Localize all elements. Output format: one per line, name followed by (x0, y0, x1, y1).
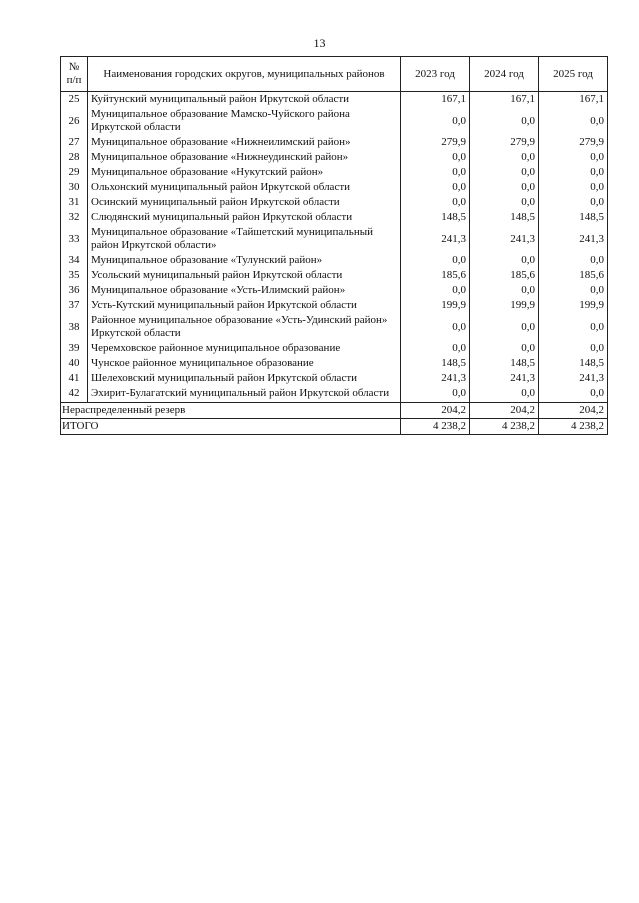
table-row (61, 356, 608, 371)
row-name: Слюдянский муниципальный район Иркутской области (88, 210, 401, 225)
row-value-2023: 148,5 (401, 210, 470, 225)
row-value-2024: 241,3 (470, 371, 539, 386)
row-value-2025: 0,0 (539, 283, 608, 298)
row-value-2025: 185,6 (539, 268, 608, 283)
row-value-2024: 0,0 (470, 150, 539, 165)
table-row (61, 298, 608, 313)
row-value-2024: 199,9 (470, 298, 539, 313)
row-value-2025: 199,9 (539, 298, 608, 313)
row-name: Районное муниципальное образование «Усть-Удинский район» Иркутской области (88, 313, 401, 341)
row-value-2023: 241,3 (401, 225, 470, 253)
table-row (61, 107, 608, 135)
row-value-2024: 279,9 (470, 135, 539, 150)
row-name: Муниципальное образование «Нижнеудинский район» (88, 150, 401, 165)
row-number: 32 (61, 210, 88, 225)
table-row (61, 135, 608, 150)
row-value-2025: 241,3 (539, 371, 608, 386)
table-row (61, 341, 608, 356)
header-name: Наименования городских округов, муниципальных районов (88, 57, 401, 92)
row-value-2024: 241,3 (470, 225, 539, 253)
row-value-2025: 148,5 (539, 356, 608, 371)
row-value-2023: 0,0 (401, 313, 470, 341)
row-value-2024: 0,0 (470, 107, 539, 135)
allocation-table (60, 56, 608, 435)
reserve-2025: 204,2 (539, 403, 608, 419)
row-number: 41 (61, 371, 88, 386)
row-number: 31 (61, 195, 88, 210)
row-name: Осинский муниципальный район Иркутской области (88, 195, 401, 210)
row-value-2024: 167,1 (470, 92, 539, 108)
row-number: 36 (61, 283, 88, 298)
row-value-2023: 0,0 (401, 341, 470, 356)
row-name: Ольхонский муниципальный район Иркутской области (88, 180, 401, 195)
row-name: Чунское районное муниципальное образование (88, 356, 401, 371)
table-header (61, 57, 608, 92)
table-row (61, 253, 608, 268)
reserve-2024: 204,2 (470, 403, 539, 419)
row-name: Куйтунский муниципальный район Иркутской области (88, 92, 401, 108)
table-row (61, 283, 608, 298)
row-value-2024: 0,0 (470, 313, 539, 341)
row-value-2023: 241,3 (401, 371, 470, 386)
table-row (61, 225, 608, 253)
table-row (61, 386, 608, 403)
row-value-2024: 0,0 (470, 341, 539, 356)
row-value-2025: 148,5 (539, 210, 608, 225)
row-name: Эхирит-Булагатский муниципальный район Иркутской области (88, 386, 401, 403)
row-name: Шелеховский муниципальный район Иркутской области (88, 371, 401, 386)
row-value-2024: 0,0 (470, 386, 539, 403)
row-value-2025: 0,0 (539, 313, 608, 341)
row-value-2023: 0,0 (401, 283, 470, 298)
page-number: 13 (313, 36, 326, 50)
row-value-2024: 185,6 (470, 268, 539, 283)
row-number: 39 (61, 341, 88, 356)
row-value-2023: 148,5 (401, 356, 470, 371)
row-number: 28 (61, 150, 88, 165)
row-value-2024: 0,0 (470, 253, 539, 268)
row-value-2024: 0,0 (470, 165, 539, 180)
table-row (61, 268, 608, 283)
total-row (61, 419, 608, 435)
row-number: 35 (61, 268, 88, 283)
table-row (61, 313, 608, 341)
row-value-2025: 0,0 (539, 150, 608, 165)
table-footer (61, 403, 608, 435)
row-value-2025: 279,9 (539, 135, 608, 150)
row-value-2023: 0,0 (401, 180, 470, 195)
row-value-2025: 0,0 (539, 253, 608, 268)
total-2024: 4 238,2 (470, 419, 539, 435)
row-value-2024: 0,0 (470, 195, 539, 210)
row-value-2023: 0,0 (401, 195, 470, 210)
total-label: ИТОГО (61, 419, 401, 435)
table-row (61, 210, 608, 225)
row-value-2023: 0,0 (401, 107, 470, 135)
reserve-2023: 204,2 (401, 403, 470, 419)
row-name: Черемховское районное муниципальное образование (88, 341, 401, 356)
row-number: 42 (61, 386, 88, 403)
header-num: № п/п (61, 57, 88, 92)
row-name: Усть-Кутский муниципальный район Иркутской области (88, 298, 401, 313)
row-number: 33 (61, 225, 88, 253)
table-row (61, 180, 608, 195)
header-2024: 2024 год (470, 57, 539, 92)
row-name: Муниципальное образование Мамско-Чуйского района Иркутской области (88, 107, 401, 135)
row-value-2025: 241,3 (539, 225, 608, 253)
row-name: Муниципальное образование «Нижнеилимский район» (88, 135, 401, 150)
row-number: 26 (61, 107, 88, 135)
row-name: Усольский муниципальный район Иркутской области (88, 268, 401, 283)
row-value-2025: 0,0 (539, 107, 608, 135)
row-name: Муниципальное образование «Нукутский район» (88, 165, 401, 180)
row-number: 27 (61, 135, 88, 150)
row-value-2024: 0,0 (470, 180, 539, 195)
row-value-2023: 185,6 (401, 268, 470, 283)
reserve-row (61, 403, 608, 419)
row-value-2025: 167,1 (539, 92, 608, 108)
row-number: 30 (61, 180, 88, 195)
table-row (61, 371, 608, 386)
table-row (61, 150, 608, 165)
row-value-2025: 0,0 (539, 386, 608, 403)
row-value-2025: 0,0 (539, 195, 608, 210)
table-body (61, 92, 608, 403)
row-value-2023: 279,9 (401, 135, 470, 150)
row-value-2023: 0,0 (401, 386, 470, 403)
row-number: 29 (61, 165, 88, 180)
row-name: Муниципальное образование «Тулунский район» (88, 253, 401, 268)
reserve-label: Нераспределенный резерв (61, 403, 401, 419)
row-number: 34 (61, 253, 88, 268)
row-value-2025: 0,0 (539, 165, 608, 180)
total-2023: 4 238,2 (401, 419, 470, 435)
header-2025: 2025 год (539, 57, 608, 92)
row-number: 25 (61, 92, 88, 108)
header-2023: 2023 год (401, 57, 470, 92)
table-row (61, 165, 608, 180)
row-value-2025: 0,0 (539, 341, 608, 356)
row-number: 37 (61, 298, 88, 313)
row-value-2023: 199,9 (401, 298, 470, 313)
row-value-2023: 167,1 (401, 92, 470, 108)
row-value-2023: 0,0 (401, 150, 470, 165)
row-number: 40 (61, 356, 88, 371)
table-row (61, 92, 608, 108)
row-name: Муниципальное образование «Тайшетский муниципальный район Иркутской области» (88, 225, 401, 253)
row-name: Муниципальное образование «Усть-Илимский район» (88, 283, 401, 298)
row-value-2024: 0,0 (470, 283, 539, 298)
row-number: 38 (61, 313, 88, 341)
row-value-2023: 0,0 (401, 253, 470, 268)
row-value-2024: 148,5 (470, 356, 539, 371)
table-row (61, 195, 608, 210)
total-2025: 4 238,2 (539, 419, 608, 435)
row-value-2025: 0,0 (539, 180, 608, 195)
row-value-2023: 0,0 (401, 165, 470, 180)
row-value-2024: 148,5 (470, 210, 539, 225)
